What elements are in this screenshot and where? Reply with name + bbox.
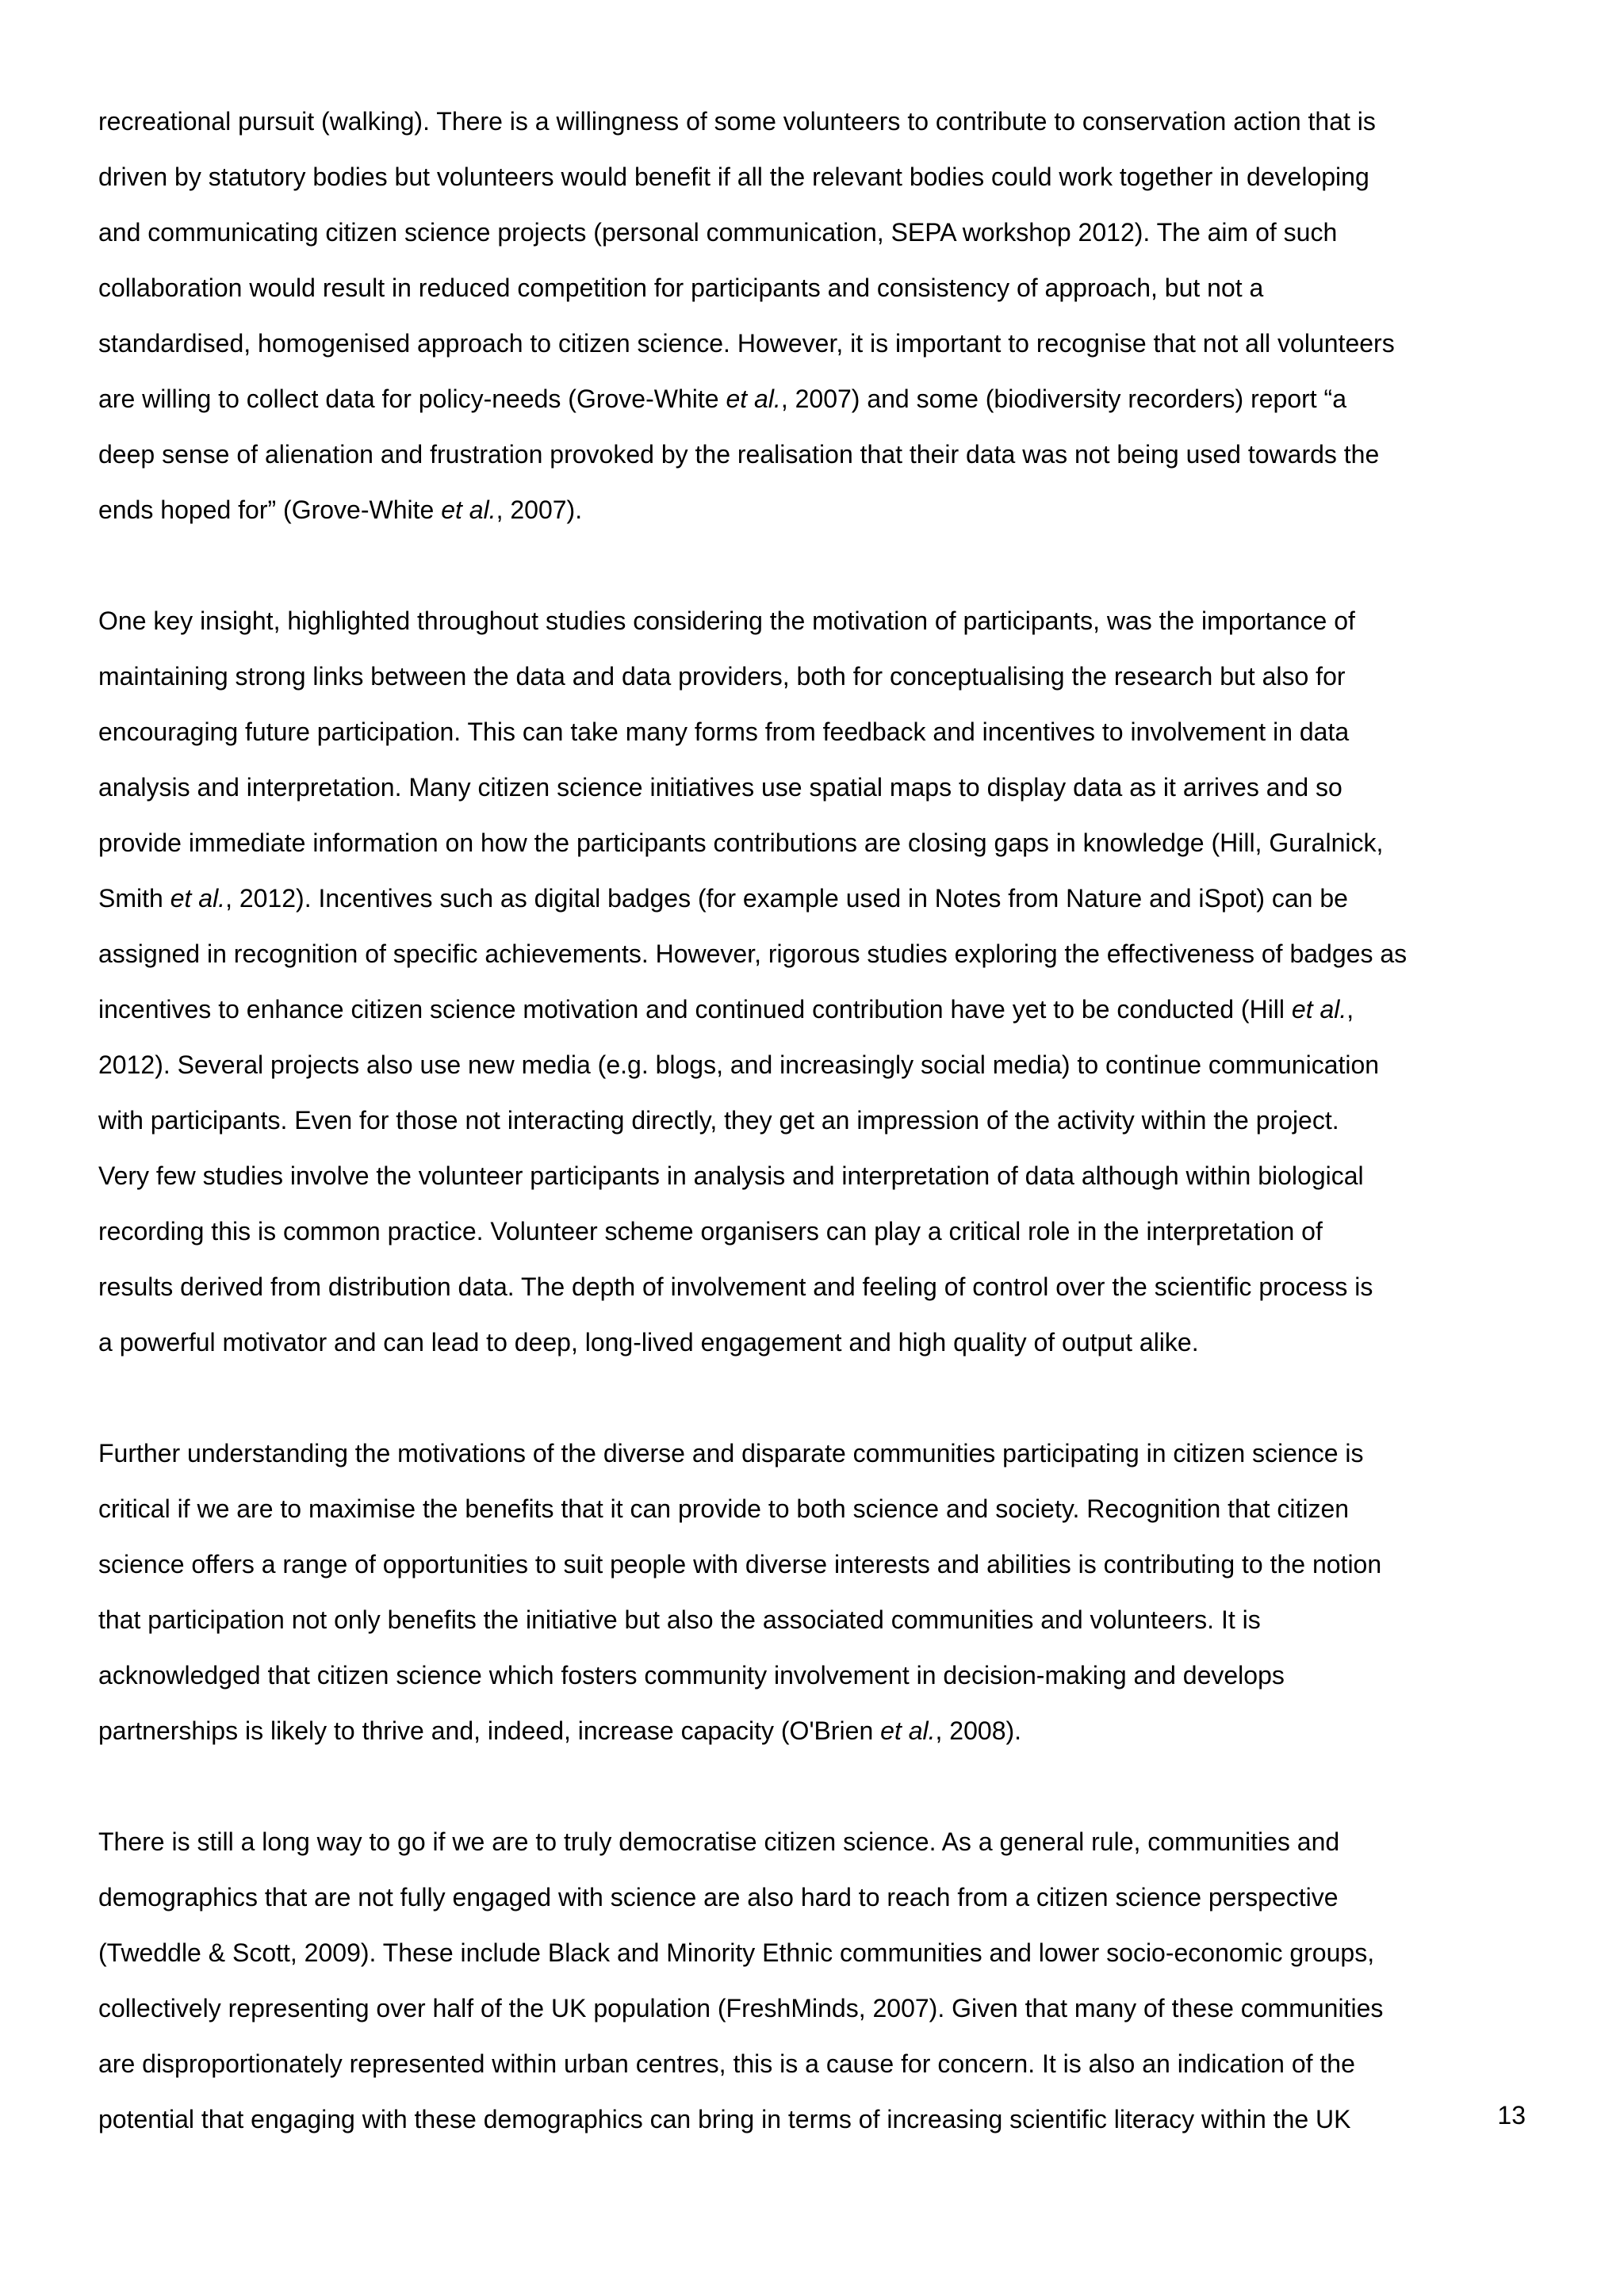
paragraph: [98, 1814, 1542, 2147]
text-line: analysis and interpretation. Many citizen science initiatives use spatial maps to display data as it arrives and so: [98, 773, 1342, 802]
text-line: Smith et al., 2012). Incentives such as digital badges (for example used in Notes from Nature and iSpot) can be: [98, 884, 1348, 913]
paragraph: [98, 593, 1542, 1370]
text-line: driven by statutory bodies but volunteers would benefit if all the relevant bodies could work together in developing: [98, 163, 1369, 191]
paragraph: [98, 94, 1542, 538]
text-line: potential that engaging with these demographics can bring in terms of increasing scientific literacy within the UK: [98, 2105, 1351, 2133]
text-line: demographics that are not fully engaged with science are also hard to reach from a citizen science perspective: [98, 1883, 1339, 1911]
text-line: 2012). Several projects also use new media (e.g. blogs, and increasingly social media) to continue communication: [98, 1050, 1380, 1079]
page-number: 13: [1497, 2101, 1526, 2130]
text-line: collaboration would result in reduced competition for participants and consistency of approach, but not a: [98, 274, 1264, 302]
text-line: standardised, homogenised approach to citizen science. However, it is important to recognise that not all volunteers: [98, 329, 1395, 358]
text-line: science offers a range of opportunities to suit people with diverse interests and abilities is contributing to the notion: [98, 1550, 1382, 1578]
text-line: acknowledged that citizen science which fosters community involvement in decision-making and develops: [98, 1661, 1285, 1689]
text-line: encouraging future participation. This can take many forms from feedback and incentives to involvement in data: [98, 718, 1350, 746]
text-line: ends hoped for” (Grove-White et al., 2007).: [98, 496, 583, 524]
text-line: incentives to enhance citizen science motivation and continued contribution have yet to be conducted (Hill et al.,: [98, 995, 1354, 1024]
text-line: a powerful motivator and can lead to deep, long-lived engagement and high quality of output alike.: [98, 1328, 1199, 1357]
text-line: results derived from distribution data. The depth of involvement and feeling of control over the scientific process is: [98, 1272, 1373, 1301]
text-line: and communicating citizen science projects (personal communication, SEPA workshop 2012). The aim of such: [98, 218, 1338, 247]
text-line: Further understanding the motivations of the diverse and disparate communities participating in citizen science is: [98, 1439, 1364, 1468]
text-line: with participants. Even for those not interacting directly, they get an impression of the activity within the project.: [98, 1106, 1339, 1135]
paragraph: [98, 1425, 1542, 1758]
text-line: provide immediate information on how the participants contributions are closing gaps in knowledge (Hill, Guralnick,: [98, 828, 1384, 857]
text-line: recreational pursuit (walking). There is a willingness of some volunteers to contribute to conservation action that is: [98, 107, 1376, 136]
text-line: deep sense of alienation and frustration provoked by the realisation that their data was not being used towards the: [98, 440, 1380, 469]
text-line: are disproportionately represented within urban centres, this is a cause for concern. It is also an indication of the: [98, 2049, 1355, 2078]
text-line: that participation not only benefits the initiative but also the associated communities and volunteers. It is: [98, 1605, 1261, 1634]
text-line: maintaining strong links between the data and data providers, both for conceptualising the research but also for: [98, 662, 1346, 691]
body-text: [98, 94, 1542, 2202]
text-line: One key insight, highlighted throughout studies considering the motivation of participants, was the importance of: [98, 607, 1355, 635]
text-line: are willing to collect data for policy-needs (Grove-White et al., 2007) and some (biodiversity recorders) report “a: [98, 385, 1346, 413]
text-line: (Tweddle & Scott, 2009). These include Black and Minority Ethnic communities and lower socio-economic groups,: [98, 1938, 1375, 1967]
text-line: There is still a long way to go if we are to truly democratise citizen science. As a general rule, communities and: [98, 1827, 1340, 1856]
text-line: critical if we are to maximise the benefits that it can provide to both science and society. Recognition that citizen: [98, 1494, 1350, 1523]
text-line: partnerships is likely to thrive and, indeed, increase capacity (O'Brien et al., 2008).: [98, 1716, 1022, 1745]
text-line: collectively representing over half of the UK population (FreshMinds, 2007). Given that many of these communities: [98, 1994, 1384, 2022]
text-line: recording this is common practice. Volunteer scheme organisers can play a critical role in the interpretation of: [98, 1217, 1323, 1246]
text-line: Very few studies involve the volunteer participants in analysis and interpretation of data although within biological: [98, 1161, 1364, 1190]
text-line: assigned in recognition of specific achievements. However, rigorous studies exploring the effectiveness of badges as: [98, 939, 1408, 968]
